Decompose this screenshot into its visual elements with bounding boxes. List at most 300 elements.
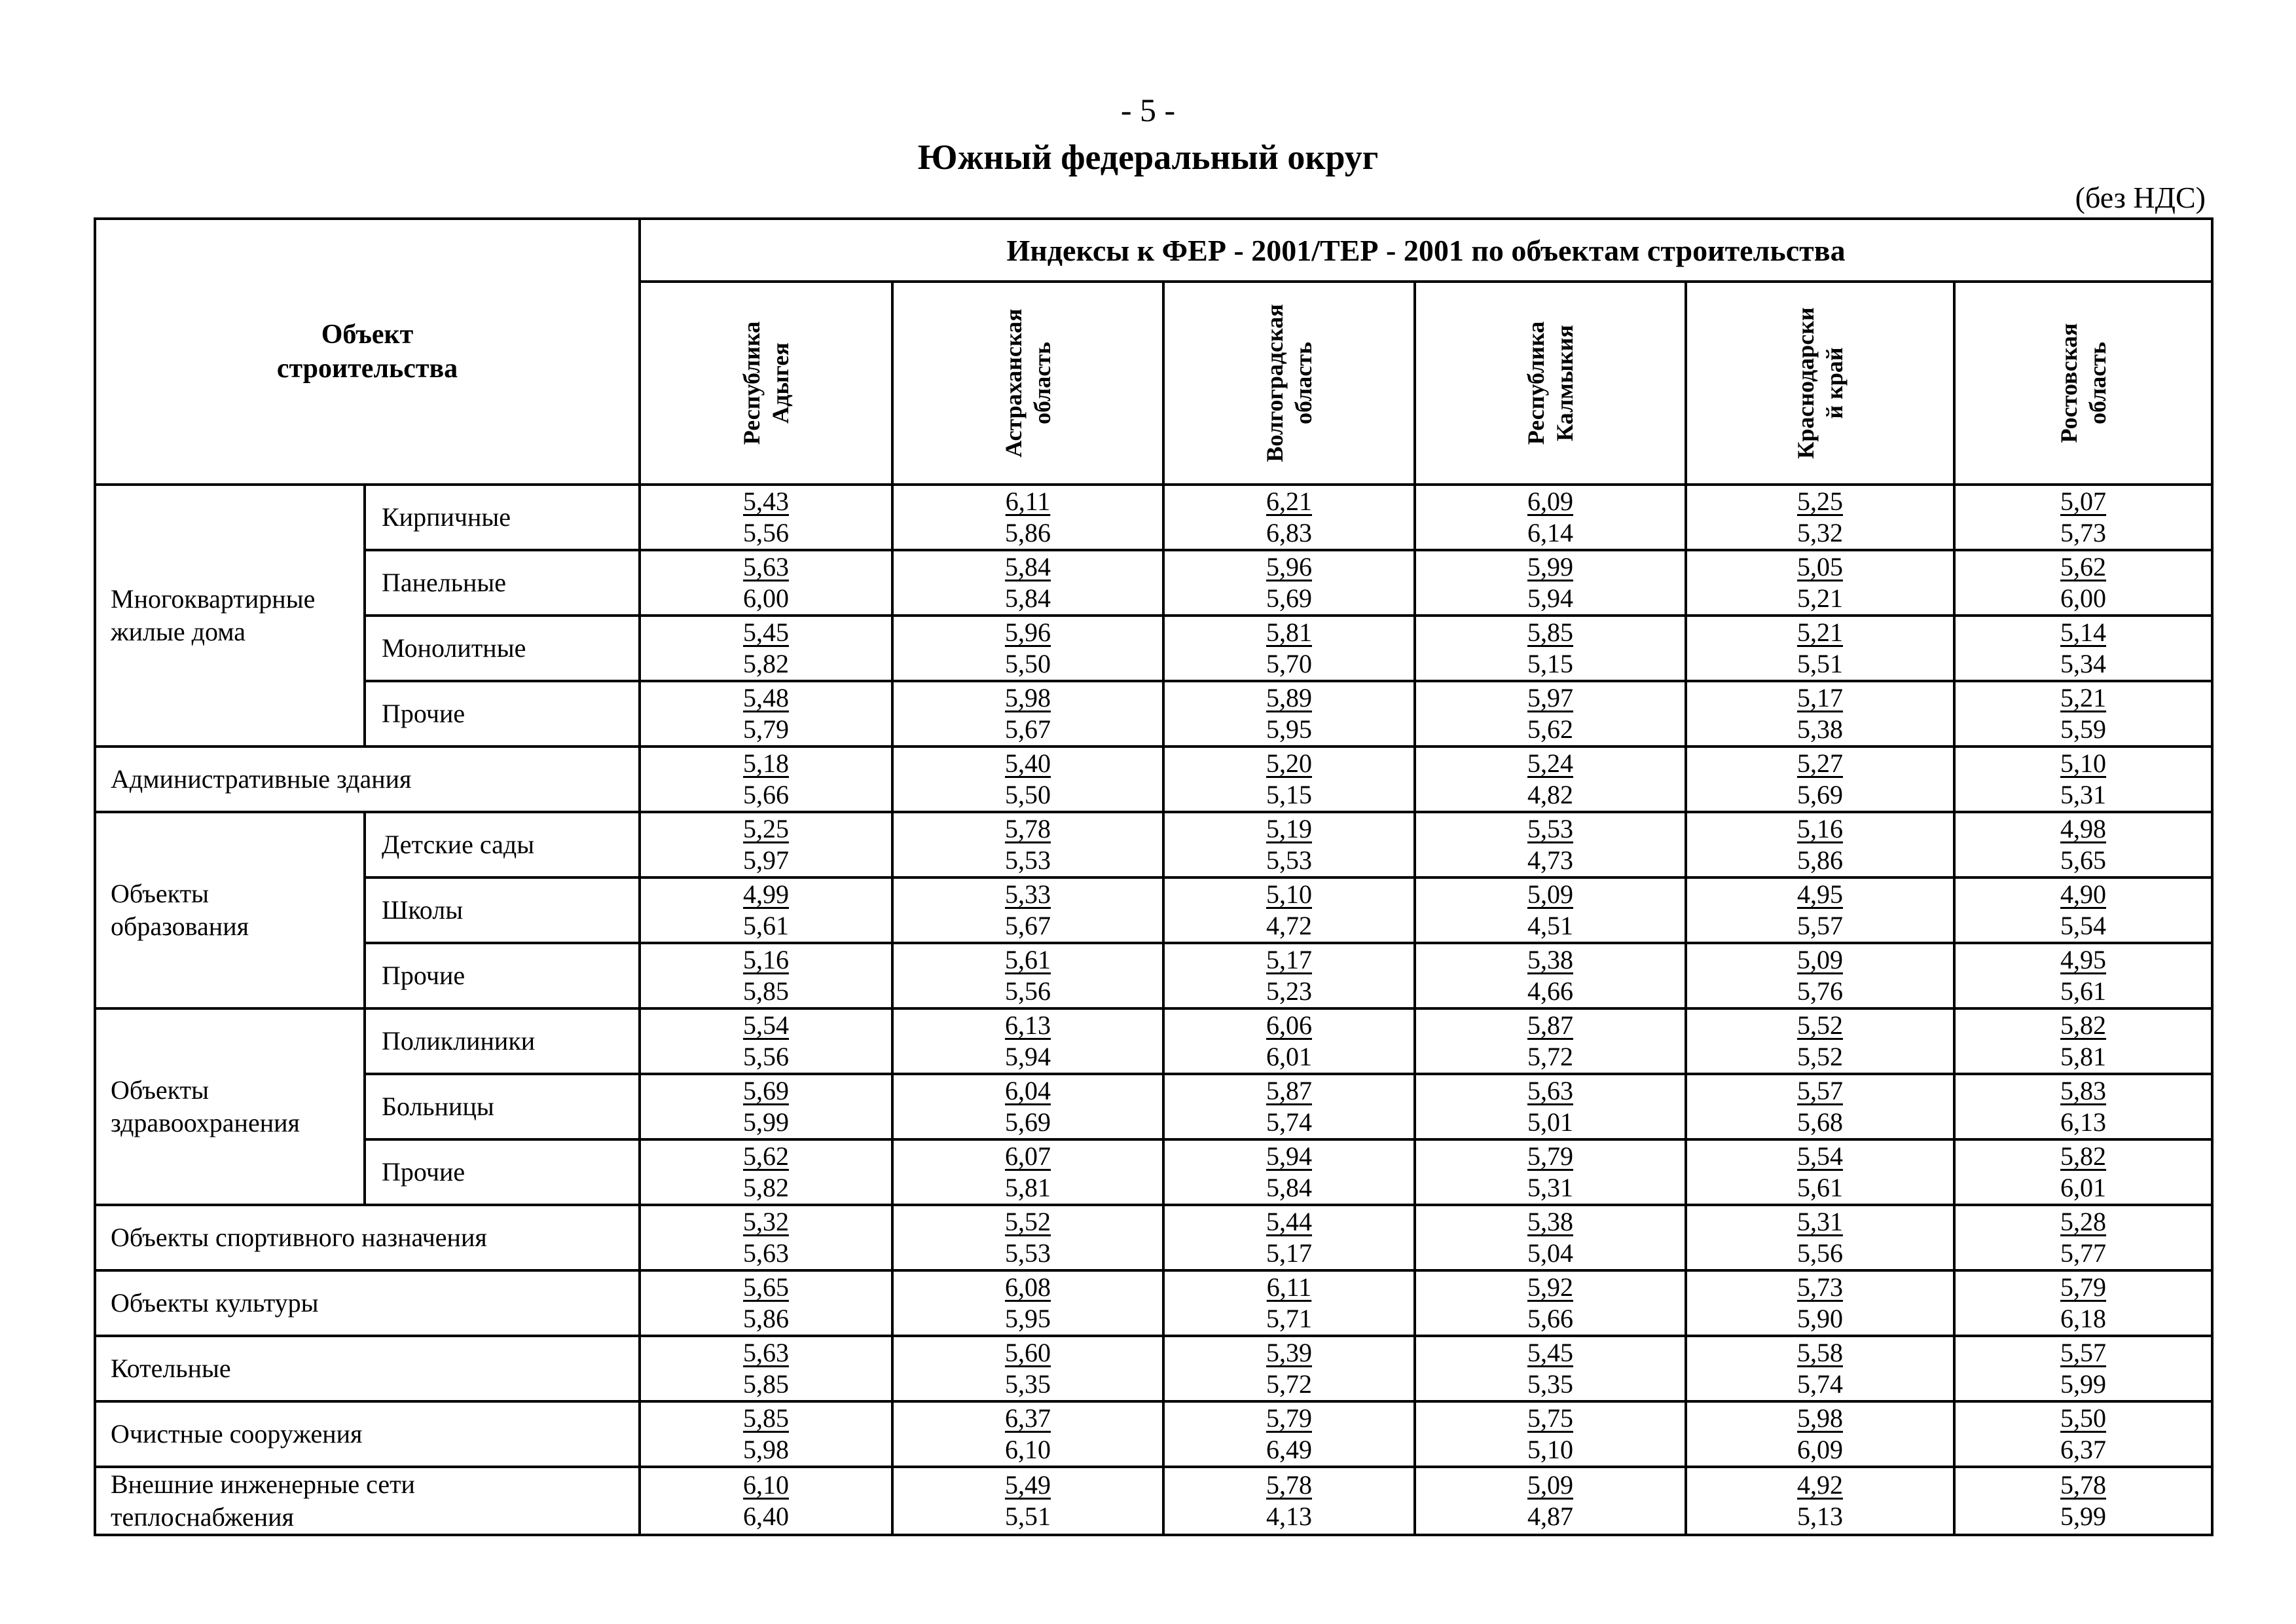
index-value-bottom: 6,49 (1266, 1435, 1312, 1464)
index-value-cell (1686, 550, 1954, 616)
index-value-top: 5,97 (1527, 683, 1573, 712)
index-value-top: 5,19 (1266, 814, 1312, 843)
index-value-cell (1415, 1467, 1686, 1535)
region-header-line: Калмыкия (1552, 325, 1578, 441)
index-value-cell (1686, 943, 1954, 1008)
index-value-cell (1686, 1336, 1954, 1401)
index-value-cell (1163, 616, 1415, 681)
index-value-bottom: 5,15 (1266, 780, 1312, 809)
index-value-cell (640, 550, 892, 616)
index-value-top: 5,14 (2060, 618, 2107, 647)
index-value-top: 5,21 (2060, 683, 2107, 712)
index-value-top: 5,07 (2060, 487, 2107, 516)
index-value-bottom: 5,86 (1005, 518, 1051, 547)
index-value-cell (640, 1205, 892, 1270)
index-value-cell (1415, 1139, 1686, 1205)
subcategory-cell: Школы (365, 877, 640, 943)
index-value-top: 6,13 (1005, 1010, 1051, 1040)
index-value-bottom: 5,54 (2060, 911, 2107, 940)
index-value-bottom: 5,61 (1797, 1173, 1843, 1202)
index-value-top: 5,53 (1527, 814, 1573, 843)
index-value-top: 5,17 (1266, 945, 1312, 974)
index-value-cell (892, 747, 1163, 812)
index-value-bottom: 5,53 (1005, 1238, 1051, 1268)
index-value-cell (1686, 681, 1954, 747)
region-header-line: область (1029, 342, 1055, 424)
index-value-top: 4,95 (1797, 879, 1843, 909)
category-cell (95, 485, 365, 747)
index-value-bottom: 6,00 (2060, 583, 2107, 613)
index-value-top: 6,06 (1266, 1010, 1312, 1040)
index-value-top: 5,65 (743, 1272, 789, 1302)
region-header-line: Астраханская (1000, 308, 1027, 458)
index-value-bottom: 5,15 (1527, 649, 1573, 678)
index-value-cell (1163, 485, 1415, 550)
index-value-top: 5,54 (1797, 1141, 1843, 1171)
index-value-bottom: 5,53 (1266, 845, 1312, 875)
table-row (95, 1270, 2212, 1336)
region-header-line: Республика (1523, 321, 1549, 445)
index-value-top: 5,25 (743, 814, 789, 843)
table-row (95, 1467, 2212, 1535)
subcategory-cell: Панельные (365, 550, 640, 616)
index-value-bottom: 5,31 (2060, 780, 2107, 809)
index-value-bottom: 5,70 (1266, 649, 1312, 678)
index-value-cell (1686, 1270, 1954, 1336)
index-value-top: 5,57 (1797, 1076, 1843, 1105)
index-value-cell (640, 1401, 892, 1467)
header-row-group (95, 219, 2212, 282)
index-value-cell (1686, 812, 1954, 877)
index-value-cell (1686, 1401, 1954, 1467)
index-value-bottom: 5,13 (1797, 1502, 1843, 1531)
index-value-cell (640, 681, 892, 747)
category-line: здравоохранения (111, 1108, 300, 1137)
index-value-bottom: 5,56 (1005, 976, 1051, 1006)
index-value-bottom: 5,56 (743, 518, 789, 547)
index-value-bottom: 5,81 (1005, 1173, 1051, 1202)
index-value-top: 5,50 (2060, 1403, 2107, 1433)
index-value-bottom: 6,40 (743, 1502, 789, 1531)
index-value-cell (892, 1336, 1163, 1401)
subcategory-cell: Больницы (365, 1074, 640, 1139)
index-value-cell (1163, 550, 1415, 616)
index-value-top: 6,07 (1005, 1141, 1051, 1171)
index-value-cell (1954, 1401, 2212, 1467)
index-value-cell (1163, 877, 1415, 943)
index-value-top: 5,62 (2060, 552, 2107, 581)
index-value-bottom: 4,51 (1527, 911, 1573, 940)
index-value-top: 5,49 (1005, 1470, 1051, 1500)
index-value-bottom: 5,69 (1005, 1107, 1051, 1137)
category-line: теплоснабжения (111, 1502, 294, 1532)
index-value-top: 5,38 (1527, 1207, 1573, 1236)
subcategory-cell: Кирпичные (365, 485, 640, 550)
index-value-bottom: 4,72 (1266, 911, 1312, 940)
index-value-top: 6,10 (743, 1470, 789, 1500)
index-value-top: 5,78 (1005, 814, 1051, 843)
index-value-cell (1415, 1336, 1686, 1401)
category-line: Внешние инженерные сети (111, 1469, 415, 1499)
index-value-bottom: 5,86 (743, 1304, 789, 1333)
index-value-bottom: 5,99 (2060, 1502, 2107, 1531)
index-value-cell (1415, 943, 1686, 1008)
index-value-top: 5,60 (1005, 1338, 1051, 1367)
subcategory-cell: Прочие (365, 1139, 640, 1205)
index-value-bottom: 5,17 (1266, 1238, 1312, 1268)
index-value-top: 5,99 (1527, 552, 1573, 581)
index-value-cell (1415, 812, 1686, 877)
index-value-bottom: 6,37 (2060, 1435, 2107, 1464)
index-value-bottom: 5,69 (1266, 583, 1312, 613)
index-value-cell (1954, 1074, 2212, 1139)
index-value-bottom: 5,21 (1797, 583, 1843, 613)
index-value-top: 5,28 (2060, 1207, 2107, 1236)
index-value-bottom: 5,61 (743, 911, 789, 940)
index-value-bottom: 5,95 (1005, 1304, 1051, 1333)
index-value-bottom: 5,85 (743, 976, 789, 1006)
index-value-cell (892, 1074, 1163, 1139)
category-line: Объекты (111, 879, 209, 908)
index-value-top: 5,45 (743, 618, 789, 647)
index-value-cell (1415, 681, 1686, 747)
index-value-bottom: 5,76 (1797, 976, 1843, 1006)
index-value-cell (1415, 747, 1686, 812)
category-cell: Очистные сооружения (95, 1401, 640, 1467)
index-value-bottom: 5,67 (1005, 714, 1051, 744)
index-value-bottom: 5,53 (1005, 845, 1051, 875)
category-cell: Котельные (95, 1336, 640, 1401)
index-value-bottom: 5,77 (2060, 1238, 2107, 1268)
index-value-cell (640, 812, 892, 877)
index-value-bottom: 5,50 (1005, 780, 1051, 809)
index-value-bottom: 6,83 (1266, 518, 1312, 547)
index-table (94, 217, 2214, 1536)
index-value-cell (1686, 1139, 1954, 1205)
index-value-bottom: 4,87 (1527, 1502, 1573, 1531)
index-value-cell (640, 1336, 892, 1401)
index-value-cell (1954, 616, 2212, 681)
index-value-top: 5,58 (1797, 1338, 1843, 1367)
table-row (95, 1008, 2212, 1074)
index-value-cell (1163, 1270, 1415, 1336)
index-value-bottom: 5,73 (2060, 518, 2107, 547)
index-value-bottom: 5,56 (1797, 1238, 1843, 1268)
index-value-cell (1415, 877, 1686, 943)
region-header-line: Адыгея (767, 342, 793, 424)
index-value-cell (892, 1270, 1163, 1336)
index-value-cell (1686, 747, 1954, 812)
index-value-top: 6,21 (1266, 487, 1312, 516)
table-row (95, 877, 2212, 943)
index-value-bottom: 5,72 (1266, 1369, 1312, 1399)
index-value-cell (892, 485, 1163, 550)
index-value-cell (640, 1467, 892, 1535)
index-value-top: 5,78 (1266, 1470, 1312, 1500)
index-value-top: 5,09 (1527, 1470, 1573, 1500)
region-header (1954, 282, 2212, 485)
table-row (95, 616, 2212, 681)
index-value-cell (1954, 943, 2212, 1008)
index-value-bottom: 5,61 (2060, 976, 2107, 1006)
index-value-cell (1163, 1139, 1415, 1205)
index-value-top: 5,18 (743, 748, 789, 778)
table-row (95, 747, 2212, 812)
index-value-top: 5,87 (1527, 1010, 1573, 1040)
index-value-top: 6,11 (1266, 1272, 1312, 1302)
index-value-cell (1163, 681, 1415, 747)
index-value-cell (1954, 1270, 2212, 1336)
index-value-bottom: 5,34 (2060, 649, 2107, 678)
index-value-top: 4,99 (743, 879, 789, 909)
index-value-bottom: 6,01 (1266, 1042, 1312, 1071)
index-value-bottom: 5,69 (1797, 780, 1843, 809)
category-line: жилые дома (111, 617, 246, 646)
table-row (95, 1401, 2212, 1467)
index-value-top: 6,11 (1005, 487, 1051, 516)
index-value-top: 6,37 (1005, 1403, 1051, 1433)
index-value-bottom: 6,13 (2060, 1107, 2107, 1137)
index-value-bottom: 5,99 (2060, 1369, 2107, 1399)
index-value-top: 6,08 (1005, 1272, 1051, 1302)
table-row (95, 1205, 2212, 1270)
index-value-top: 5,89 (1266, 683, 1312, 712)
index-value-bottom: 5,79 (743, 714, 789, 744)
index-value-top: 5,57 (2060, 1338, 2107, 1367)
index-value-bottom: 5,51 (1797, 649, 1843, 678)
index-value-bottom: 6,00 (743, 583, 789, 613)
index-value-top: 5,75 (1527, 1403, 1573, 1433)
region-header-line: Ростовская (2056, 323, 2083, 443)
index-value-cell (892, 681, 1163, 747)
table-row (95, 1074, 2212, 1139)
index-value-top: 5,27 (1797, 748, 1843, 778)
table-row (95, 1336, 2212, 1401)
index-value-top: 5,40 (1005, 748, 1051, 778)
index-value-top: 5,43 (743, 487, 789, 516)
index-value-bottom: 6,09 (1797, 1435, 1843, 1464)
index-value-cell (640, 877, 892, 943)
index-value-cell (1686, 1008, 1954, 1074)
region-header-line: Волгоградская (1262, 304, 1288, 462)
index-value-cell (892, 1205, 1163, 1270)
index-value-cell (1686, 1074, 1954, 1139)
index-value-top: 4,95 (2060, 945, 2107, 974)
subcategory-cell: Монолитные (365, 616, 640, 681)
index-value-cell (1954, 550, 2212, 616)
index-value-top: 5,16 (1797, 814, 1843, 843)
category-cell (95, 1008, 365, 1205)
index-value-bottom: 5,32 (1797, 518, 1843, 547)
category-line: образования (111, 912, 249, 941)
index-value-bottom: 5,84 (1266, 1173, 1312, 1202)
index-value-cell (892, 1008, 1163, 1074)
index-value-top: 5,69 (743, 1076, 789, 1105)
index-value-bottom: 6,18 (2060, 1304, 2107, 1333)
subcategory-cell: Поликлиники (365, 1008, 640, 1074)
index-value-bottom: 5,86 (1797, 845, 1843, 875)
index-value-bottom: 5,01 (1527, 1107, 1573, 1137)
region-header (1415, 282, 1686, 485)
table-row (95, 485, 2212, 550)
index-value-bottom: 5,97 (743, 845, 789, 875)
index-value-bottom: 5,66 (743, 780, 789, 809)
subcategory-cell: Детские сады (365, 812, 640, 877)
category-line: Многоквартирные (111, 584, 316, 614)
index-value-top: 5,85 (743, 1403, 789, 1433)
category-cell: Объекты культуры (95, 1270, 640, 1336)
category-cell: Административные здания (95, 747, 640, 812)
index-value-bottom: 4,13 (1266, 1502, 1312, 1531)
index-value-top: 5,05 (1797, 552, 1843, 581)
subcategory-cell: Прочие (365, 943, 640, 1008)
index-value-top: 5,61 (1005, 945, 1051, 974)
index-value-cell (1686, 1205, 1954, 1270)
index-value-cell (640, 943, 892, 1008)
index-value-top: 5,32 (743, 1207, 789, 1236)
page-number: - 5 - (1120, 92, 1176, 128)
vat-note: (без НДС) (2075, 181, 2206, 214)
index-value-bottom: 5,94 (1005, 1042, 1051, 1071)
index-value-bottom: 5,84 (1005, 583, 1051, 613)
index-value-bottom: 5,67 (1005, 911, 1051, 940)
index-value-cell (1415, 1205, 1686, 1270)
index-value-bottom: 5,62 (1527, 714, 1573, 744)
index-value-cell (1954, 1139, 2212, 1205)
index-value-top: 5,20 (1266, 748, 1312, 778)
index-value-top: 5,45 (1527, 1338, 1573, 1367)
index-value-top: 5,54 (743, 1010, 789, 1040)
index-value-bottom: 5,94 (1527, 583, 1573, 613)
region-header (640, 282, 892, 485)
index-value-bottom: 5,31 (1527, 1173, 1573, 1202)
index-value-bottom: 5,23 (1266, 976, 1312, 1006)
index-value-bottom: 5,72 (1527, 1042, 1573, 1071)
index-value-cell (1954, 747, 2212, 812)
index-value-top: 5,73 (1797, 1272, 1843, 1302)
category-cell: Объекты спортивного назначения (95, 1205, 640, 1270)
index-value-cell (1686, 1467, 1954, 1535)
index-value-cell (892, 1467, 1163, 1535)
index-value-cell (892, 1139, 1163, 1205)
index-value-cell (1163, 1401, 1415, 1467)
index-value-cell (640, 1074, 892, 1139)
index-value-bottom: 5,35 (1005, 1369, 1051, 1399)
index-value-cell (892, 550, 1163, 616)
index-value-top: 5,17 (1797, 683, 1843, 712)
index-value-top: 5,48 (743, 683, 789, 712)
index-value-bottom: 5,90 (1797, 1304, 1843, 1333)
index-value-cell (1163, 1467, 1415, 1535)
index-value-top: 5,81 (1266, 618, 1312, 647)
index-value-cell (1415, 616, 1686, 681)
index-value-cell (1954, 681, 2212, 747)
index-value-cell (1415, 1401, 1686, 1467)
index-value-bottom: 5,52 (1797, 1042, 1843, 1071)
index-value-top: 5,21 (1797, 618, 1843, 647)
index-value-cell (640, 616, 892, 681)
index-value-bottom: 5,65 (2060, 845, 2107, 875)
index-value-bottom: 4,66 (1527, 976, 1573, 1006)
index-value-cell (892, 877, 1163, 943)
region-header (1686, 282, 1954, 485)
region-header-line: й край (1821, 347, 1848, 419)
object-header-line: Объект (321, 320, 414, 350)
index-value-cell (1163, 812, 1415, 877)
index-value-bottom: 5,98 (743, 1435, 789, 1464)
table-row (95, 550, 2212, 616)
subcategory-cell: Прочие (365, 681, 640, 747)
category-cell (95, 1467, 640, 1535)
index-value-top: 5,82 (2060, 1010, 2107, 1040)
table-row (95, 943, 2212, 1008)
region-header-line: область (2085, 342, 2111, 425)
table-body (95, 219, 2212, 1535)
index-value-cell (1163, 1074, 1415, 1139)
index-value-cell (1415, 1270, 1686, 1336)
index-value-top: 5,63 (743, 1338, 789, 1367)
index-value-top: 4,90 (2060, 879, 2107, 909)
index-value-bottom: 5,04 (1527, 1238, 1573, 1268)
index-value-top: 5,83 (2060, 1076, 2107, 1105)
index-value-bottom: 5,81 (2060, 1042, 2107, 1071)
index-value-cell (1163, 1008, 1415, 1074)
index-value-top: 5,63 (743, 552, 789, 581)
index-value-bottom: 5,82 (743, 649, 789, 678)
index-value-top: 5,52 (1005, 1207, 1051, 1236)
category-line: Объекты (111, 1075, 209, 1105)
index-value-cell (1415, 1074, 1686, 1139)
index-value-cell (640, 1008, 892, 1074)
index-value-top: 5,24 (1527, 748, 1573, 778)
index-group-header: Индексы к ФЕР - 2001/ТЕР - 2001 по объектам строительства (640, 219, 2212, 282)
index-value-top: 5,16 (743, 945, 789, 974)
index-value-bottom: 5,74 (1797, 1369, 1843, 1399)
index-value-cell (1954, 1467, 2212, 1535)
index-value-cell (1954, 1008, 2212, 1074)
index-value-top: 5,79 (1527, 1141, 1573, 1171)
index-value-bottom: 5,38 (1797, 714, 1843, 744)
index-value-top: 4,92 (1797, 1470, 1843, 1500)
index-value-top: 5,25 (1797, 487, 1843, 516)
index-value-cell (640, 747, 892, 812)
index-value-top: 5,44 (1266, 1207, 1312, 1236)
index-value-cell (1686, 616, 1954, 681)
index-value-cell (640, 1270, 892, 1336)
index-value-bottom: 5,57 (1797, 911, 1843, 940)
index-value-cell (892, 943, 1163, 1008)
index-value-top: 6,09 (1527, 487, 1573, 516)
index-value-cell (892, 616, 1163, 681)
page-title: Южный федеральный округ (917, 138, 1379, 177)
region-header (1163, 282, 1415, 485)
index-value-bottom: 5,51 (1005, 1502, 1051, 1531)
table-row (95, 681, 2212, 747)
index-value-cell (892, 1401, 1163, 1467)
index-value-top: 5,09 (1527, 879, 1573, 909)
index-value-top: 5,92 (1527, 1272, 1573, 1302)
index-value-bottom: 5,66 (1527, 1304, 1573, 1333)
table-row (95, 812, 2212, 877)
index-value-top: 5,79 (2060, 1272, 2107, 1302)
index-value-bottom: 5,95 (1266, 714, 1312, 744)
index-value-bottom: 4,82 (1527, 780, 1573, 809)
index-value-cell (892, 812, 1163, 877)
index-value-top: 5,10 (1266, 879, 1312, 909)
index-value-top: 5,98 (1797, 1403, 1843, 1433)
index-value-top: 5,33 (1005, 879, 1051, 909)
index-value-bottom: 5,59 (2060, 714, 2107, 744)
